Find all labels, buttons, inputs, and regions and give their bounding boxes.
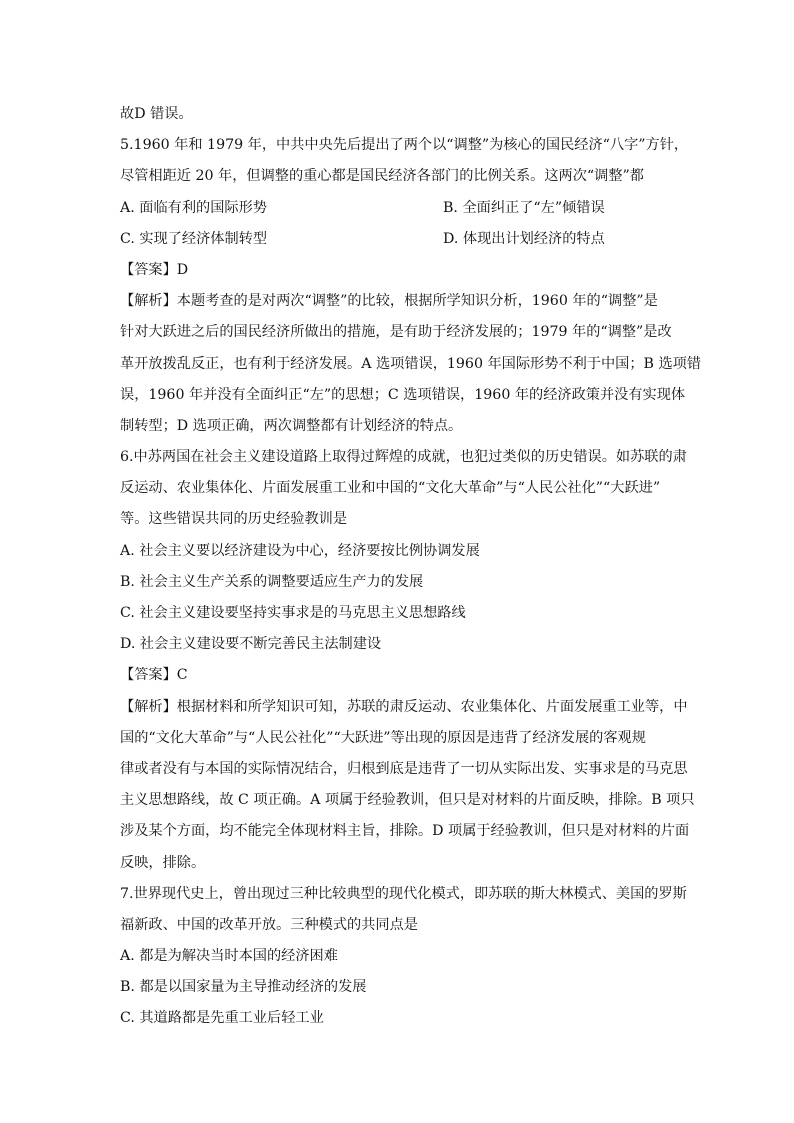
q7-option-a: A. 都是为解决当时本国的经济困难 — [120, 948, 338, 965]
q6-answer: 【答案】C — [120, 667, 188, 684]
q6-analysis-line: 【解析】根据材料和所学知识可知，苏联的肃反运动、农业集体化、片面发展重工业等，中 — [120, 698, 688, 715]
document-page — [120, 99, 702, 1035]
q5-option-b: B. 全面纠正了“左”倾错误 — [443, 199, 605, 216]
q5-analysis-line: 针对大跃进之后的国民经济所做出的措施，是有助于经济发展的；1979 年的“调整”是改 — [120, 324, 672, 341]
q5-analysis-line: 误，1960 年并没有全面纠正“左”的思想；C 选项错误，1960 年的经济政策并没有实现体 — [120, 386, 686, 403]
q7-stem-line: 7.世界现代史上，曾出现过三种比较典型的现代化模式，即苏联的斯大林模式、美国的罗斯 — [120, 885, 687, 902]
q6-analysis-line: 涉及某个方面，均不能完全体现材料主旨，排除。D 项属于经验教训，但只是对材料的片面 — [120, 823, 690, 840]
q6-option-a: A. 社会主义要以经济建设为中心，经济要按比例协调发展 — [120, 542, 480, 559]
q5-options-row — [120, 193, 680, 224]
q5-stem-line: 5.1960 年和 1979 年，中共中央先后提出了两个以“调整”为核心的国民经济“八字”方针， — [120, 137, 689, 154]
q6-option-d: D. 社会主义建设要不断完善民主法制建设 — [120, 636, 382, 653]
q6-stem-line: 等。这些错误共同的历史经验教训是 — [120, 511, 348, 528]
q5-analysis-line: 制转型；D 选项正确，两次调整都有计划经济的特点。 — [120, 417, 463, 434]
q7-stem-line: 福新政、中国的改革开放。三种模式的共同点是 — [120, 916, 418, 933]
q5-option-c: C. 实现了经济体制转型 — [120, 230, 268, 247]
q5-analysis-line: 革开放拨乱反正，也有利于经济发展。A 选项错误，1960 年国际形势不利于中国；B 选项错 — [120, 355, 702, 372]
q6-stem-line: 反运动、农业集体化、片面发展重工业和中国的“文化大革命”与“人民公社化”“大跃进” — [120, 480, 661, 497]
question-6 — [120, 442, 695, 879]
q6-analysis-line: 主义思想路线，故 C 项正确。A 项属于经验教训，但只是对材料的片面反映，排除。B 项只 — [120, 792, 695, 809]
q7-option-c: C. 其道路都是先重工业后轻工业 — [120, 1010, 324, 1027]
q5-stem-line: 尽管相距近 20 年，但调整的重心都是国民经济各部门的比例关系。这两次“调整”都 — [120, 168, 644, 185]
question-5 — [120, 130, 702, 442]
q5-option-d: D. 体现出计划经济的特点 — [443, 230, 605, 247]
q4-conclusion: 故D 错误。 — [120, 106, 193, 122]
q6-option-b: B. 社会主义生产关系的调整要适应生产力的发展 — [120, 573, 424, 590]
q6-stem-line: 6.中苏两国在社会主义建设道路上取得过辉煌的成就，也犯过类似的历史错误。如苏联的肃 — [120, 449, 687, 466]
q5-options-row — [120, 224, 680, 255]
q5-analysis-line: 【解析】本题考查的是对两次“调整”的比较，根据所学知识分析，1960 年的“调整”是 — [120, 293, 658, 310]
q6-option-c: C. 社会主义建设要坚持实事求是的马克思主义思想路线 — [120, 605, 466, 621]
question-7 — [120, 879, 687, 1035]
q5-answer: 【答案】D — [120, 261, 189, 278]
q6-analysis-line: 律或者没有与本国的实际情况结合，归根到底是违背了一切从实际出发、实事求是的马克思 — [120, 760, 688, 777]
q6-analysis-line: 反映，排除。 — [120, 854, 206, 871]
q6-analysis-line: 国的“文化大革命”与“人民公社化”“大跃进”等出现的原因是违背了经济发展的客观规 — [120, 729, 646, 746]
q7-option-b: B. 都是以国家量为主导推动经济的发展 — [120, 979, 367, 996]
q5-option-a: A. 面临有利的国际形势 — [120, 199, 267, 216]
